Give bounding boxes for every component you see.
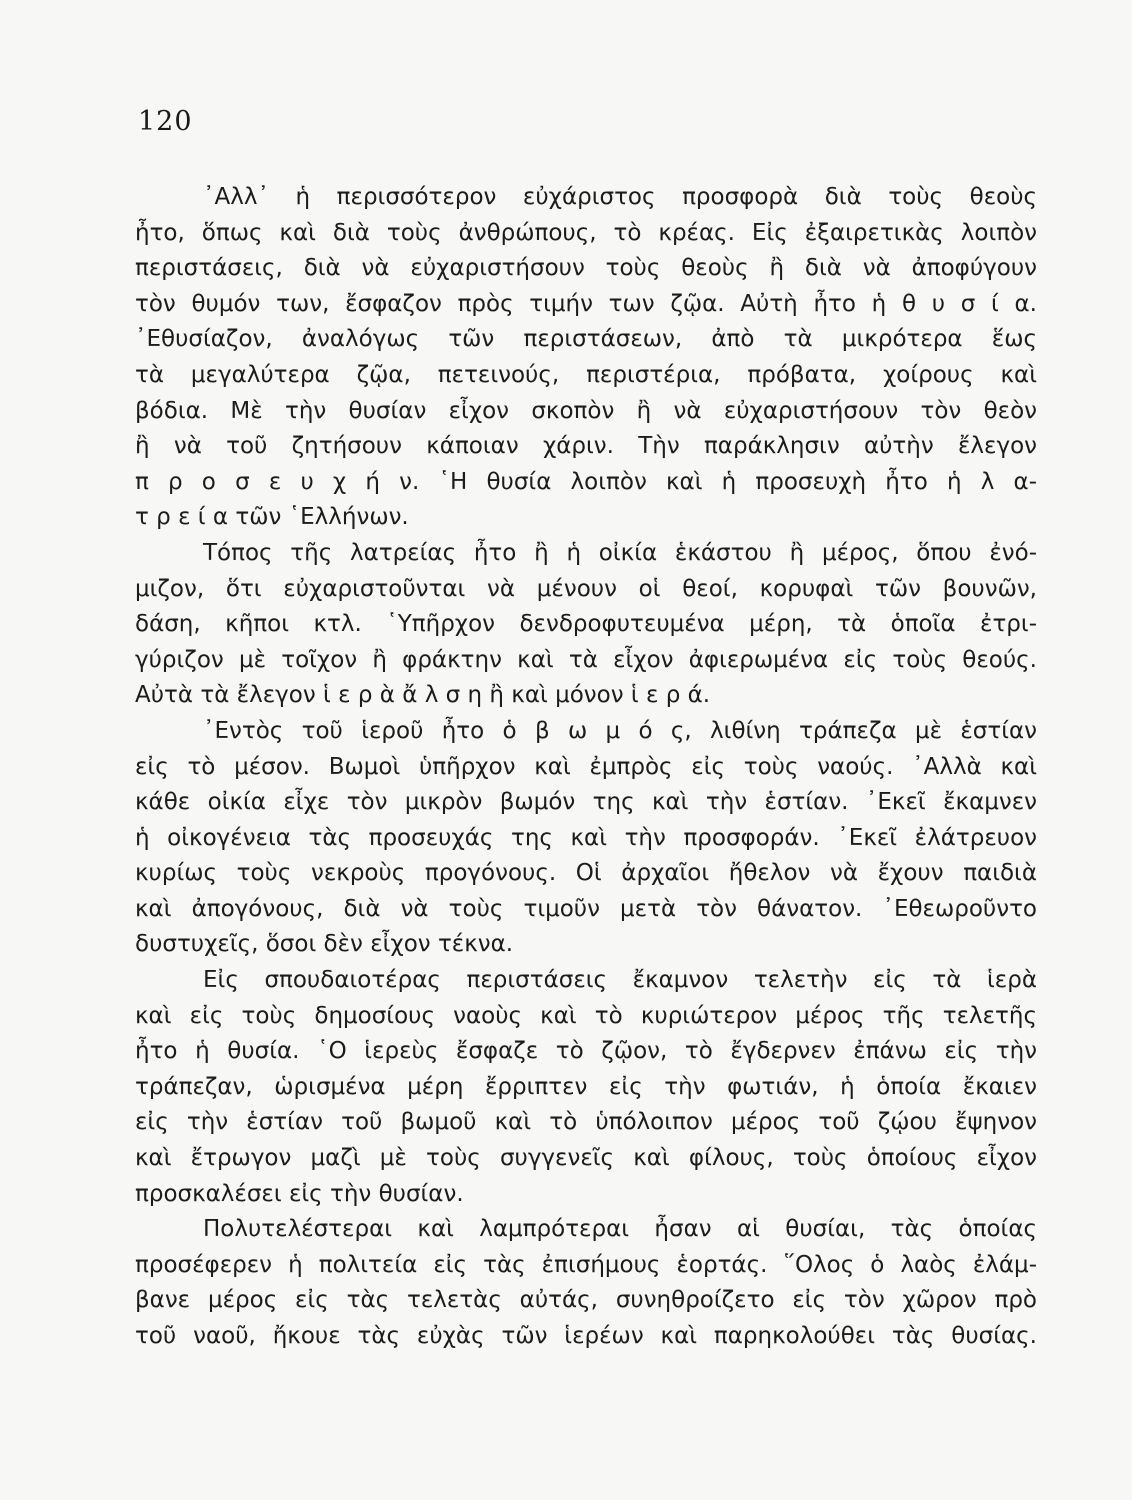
text-line: βόδια. Μὲ τὴν θυσίαν εἶχον σκοπὸν ἢ νὰ εὐχαριστήσουν τὸν θεὸν xyxy=(135,397,1037,424)
text-line: καὶ εἰς τοὺς δημοσίους ναοὺς καὶ τὸ κυριώτερον μέρος τῆς τελετῆς xyxy=(135,1002,1037,1029)
text-line: εἰς τὸ μέσον. Βωμοὶ ὑπῆρχον καὶ ἐμπρὸς εἰς τοὺς ναούς. ᾿Αλλὰ καὶ xyxy=(135,753,1037,780)
text-line: ᾿Εντὸς τοῦ ἱεροῦ ἦτο ὁ β ω μ ό ς, λιθίνη τράπεζα μὲ ἑστίαν xyxy=(203,717,1037,744)
text-line: κυρίως τοὺς νεκροὺς προγόνους. Οἱ ἀρχαῖοι ἤθελον νὰ ἔχουν παιδιὰ xyxy=(135,860,1037,887)
text-line: εἰς τὴν ἑστίαν τοῦ βωμοῦ καὶ τὸ ὑπόλοιπον μέρος τοῦ ζῴου ἔψηνον xyxy=(135,1109,1037,1136)
text-line: δυστυχεῖς, ὅσοι δὲν εἶχον τέκνα. xyxy=(135,931,514,958)
text-line: Εἰς σπουδαιοτέρας περιστάσεις ἔκαμνον τελετὴν εἰς τὰ ἱερὰ xyxy=(203,967,1037,994)
paragraph xyxy=(135,536,1037,714)
paragraph xyxy=(135,714,1037,963)
text-line: περιστάσεις, διὰ νὰ εὐχαριστήσουν τοὺς θεοὺς ἢ διὰ νὰ ἀποφύγουν xyxy=(135,255,1037,282)
text-line: π ρ ο σ ε υ χ ή ν. ῾Η θυσία λοιπὸν καὶ ἡ προσευχὴ ἦτο ἡ λ α- xyxy=(135,468,1037,495)
text-line: ἢ νὰ τοῦ ζητήσουν κάποιαν χάριν. Τὴν παράκλησιν αὐτὴν ἔλεγον xyxy=(135,433,1037,460)
text-line: τ ρ ε ί α τῶν ῾Ελλήνων. xyxy=(135,504,409,531)
text-line: γύριζον μὲ τοῖχον ἢ φράκτην καὶ τὰ εἶχον ἀφιερωμένα εἰς τοὺς θεούς. xyxy=(135,646,1037,673)
text-line: προσέφερεν ἡ πολιτεία εἰς τὰς ἐπισήμους ἑορτάς. ῞Ολος ὁ λαὸς ἐλάμ- xyxy=(135,1251,1037,1278)
text-line: καὶ ἀπογόνους, διὰ νὰ τοὺς τιμοῦν μετὰ τὸν θάνατον. ᾿Εθεωροῦντο xyxy=(135,895,1037,922)
text-line: προσκαλέσει εἰς τὴν θυσίαν. xyxy=(135,1180,464,1207)
text-line: τὸν θυμόν των, ἔσφαζον πρὸς τιμήν των ζῷα. Αὐτὴ ἦτο ἡ θ υ σ ί α. xyxy=(135,290,1037,317)
text-line: Πολυτελέστεραι καὶ λαμπρότεραι ἦσαν αἱ θυσίαι, τὰς ὁποίας xyxy=(203,1216,1037,1243)
text-line: καὶ ἔτρωγον μαζὶ μὲ τοὺς συγγενεῖς καὶ φίλους, τοὺς ὁποίους εἶχον xyxy=(135,1145,1037,1172)
text-line: Τόπος τῆς λατρείας ἦτο ἢ ἡ οἰκία ἑκάστου ἢ μέρος, ὅπου ἐνό- xyxy=(203,539,1037,566)
body-text xyxy=(135,180,1037,1355)
text-line: δάση, κῆποι κτλ. ῾Υπῆρχον δενδροφυτευμένα μέρη, τὰ ὁποῖα ἐτρι- xyxy=(135,611,1037,638)
text-line: κάθε οἰκία εἶχε τὸν μικρὸν βωμόν της καὶ τὴν ἑστίαν. ᾿Εκεῖ ἔκαμνεν xyxy=(135,789,1037,816)
text-line: τράπεζαν, ὡρισμένα μέρη ἔρριπτεν εἰς τὴν φωτιάν, ἡ ὁποία ἔκαιεν xyxy=(135,1073,1037,1100)
text-line: βανε μέρος εἰς τὰς τελετὰς αὐτάς, συνηθροίζετο εἰς τὸν χῶρον πρὸ xyxy=(135,1287,1037,1314)
text-line: τοῦ ναοῦ, ἤκουε τὰς εὐχὰς τῶν ἱερέων καὶ παρηκολούθει τὰς θυσίας. xyxy=(135,1323,1037,1349)
paragraph xyxy=(135,963,1037,1212)
text-line: ἦτο, ὅπως καὶ διὰ τοὺς ἀνθρώπους, τὸ κρέας. Εἰς ἐξαιρετικὰς λοιπὸν xyxy=(135,219,1037,246)
text-line: μιζον, ὅτι εὐχαριστοῦνται νὰ μένουν οἱ θεοί, κορυφαὶ τῶν βουνῶν, xyxy=(135,575,1037,602)
paragraph xyxy=(135,1212,1037,1354)
text-line: ἡ οἰκογένεια τὰς προσευχάς της καὶ τὴν προσφοράν. ᾿Εκεῖ ἐλάτρευον xyxy=(135,824,1037,851)
paragraph xyxy=(135,180,1037,536)
page-number: 120 xyxy=(138,106,193,137)
text-line: τὰ μεγαλύτερα ζῷα, πετεινούς, περιστέρια, πρόβατα, χοίρους καὶ xyxy=(135,361,1037,388)
text-line: Αὐτὰ τὰ ἔλεγον ἱ ε ρ ὰ ἄ λ σ η ἢ καὶ μόνον ἱ ε ρ ά. xyxy=(135,682,711,709)
text-line: ᾿Αλλ᾿ ἡ περισσότερον εὐχάριστος προσφορὰ διὰ τοὺς θεοὺς xyxy=(203,184,1037,210)
text-line: ἦτο ἡ θυσία. ῾Ο ἱερεὺς ἔσφαζε τὸ ζῷον, τὸ ἔγδερνεν ἐπάνω εἰς τὴν xyxy=(135,1038,1037,1065)
text-line: ᾿Εθυσίαζον, ἀναλόγως τῶν περιστάσεων, ἀπὸ τὰ μικρότερα ἕως xyxy=(135,326,1037,353)
